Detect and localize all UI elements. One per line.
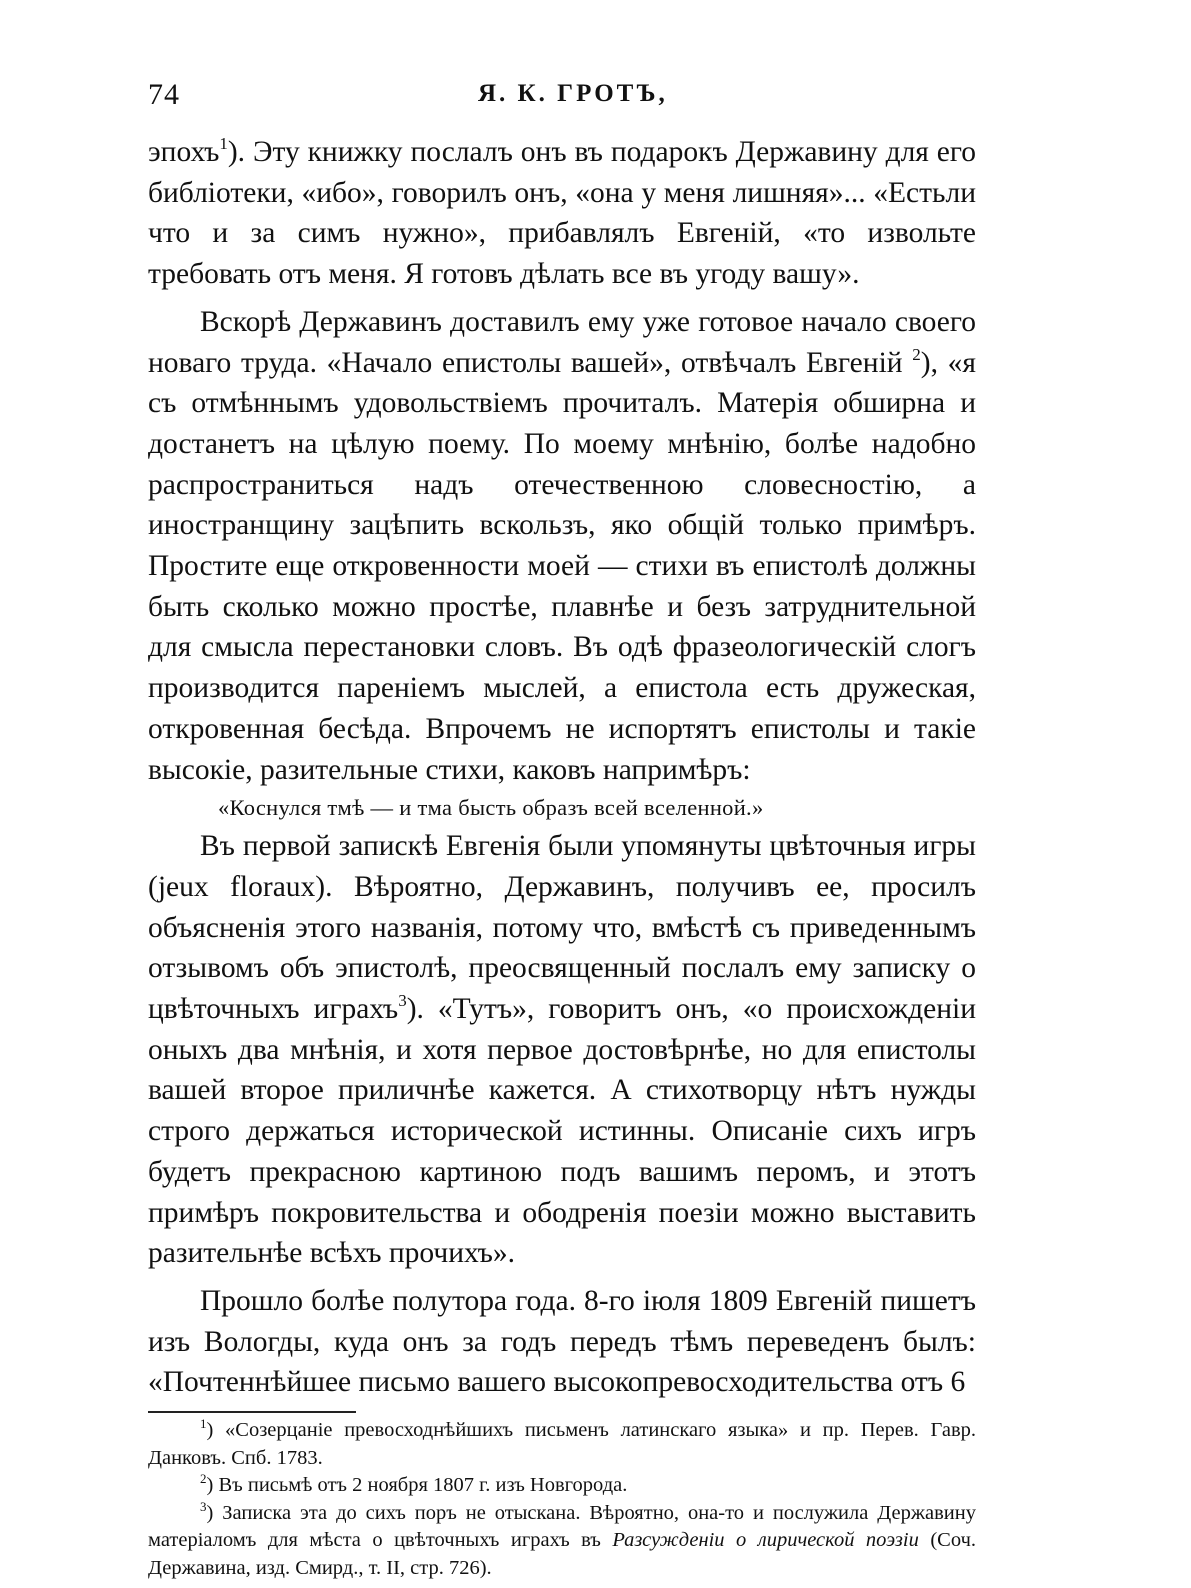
body-text	[148, 132, 976, 1403]
footnote-text: ) «Созерцаніе превосходнѣйшихъ письменъ латинскаго языка» и пр. Перев. Гавр. Данковъ. Спб. 1783.	[148, 1419, 976, 1469]
verse-quote: «Коснулся тмѣ — и тма бысть образъ всей вселенной.»	[218, 795, 764, 821]
paragraph-text: Вскорѣ Державинъ доставилъ ему уже готовое начало своего новаго труда. «Начало епистолы вашей», отвѣчалъ Евгеній	[148, 305, 976, 379]
footnote-marker: 1	[219, 134, 228, 153]
paragraph-text: ). «Тутъ», говоритъ онъ, «о происхожденіи оныхъ два мнѣнія, и хотя первое достовѣрнѣе, но для епистолы вашей второе приличнѣе кажется. А стихотворцу нѣтъ нужды строго держаться исторической истинны. Описаніе сихъ игръ будетъ прекрасною картиною подъ вашимъ перомъ, и этотъ примѣръ покровительства и ободренія поезіи можно выставить разительнѣе всѣхъ прочихъ».	[148, 993, 976, 1270]
footnotes	[148, 1417, 976, 1582]
footnote	[148, 1472, 976, 1500]
footnote-text: ) Въ письмѣ отъ 2 ноября 1807 г. изъ Новгорода.	[206, 1474, 628, 1497]
paragraph-text: эпохъ	[148, 136, 220, 168]
paragraph-text: Прошло болѣе полутора года. 8-го іюля 1809 Евгеній пишетъ изъ Вологды, куда онъ за годъ передъ тѣмъ переведенъ былъ: «Почтеннѣйшее письмо вашего высокопревосходительства отъ 6	[148, 1284, 976, 1399]
page-number: 74	[148, 78, 180, 111]
italic-title: Разсужденіи о лирической поэзіи	[612, 1529, 919, 1552]
paragraph	[148, 826, 976, 1274]
footnote	[148, 1417, 976, 1472]
book-page	[148, 70, 977, 1579]
paragraph	[148, 1281, 976, 1403]
footnote	[148, 1500, 976, 1583]
paragraph	[148, 302, 976, 790]
page-header	[148, 70, 976, 120]
footnote-marker: 3	[200, 1498, 207, 1514]
footnote-marker: 3	[398, 991, 407, 1011]
footnote-text: ) Записка эта до сихъ поръ не отыскана. Вѣроятно, она-то и послужила Державину матеріаломъ для мѣста о цвѣточныхъ играхъ въ	[148, 1501, 976, 1552]
footnote-marker: 1	[200, 1416, 207, 1432]
footnote-text: (Соч. Державина, изд. Смирд., т. II, стр. 726).	[148, 1529, 977, 1579]
footnote-marker: 2	[912, 344, 921, 364]
paragraph-text: Въ первой запискѣ Евгенія были упомянуты цвѣточныя игры (jeux floraux). Вѣроятно, Державинъ, получивъ ее, просилъ объясненія этого названія, потому что, вмѣстѣ съ приведеннымъ отзывомъ объ эпистолѣ, преосвященный послалъ ему записку о цвѣточныхъ играхъ	[148, 830, 976, 1026]
paragraph-text: ), «я съ отмѣннымъ удовольствіемъ прочиталъ. Матерія обширна и достанетъ на цѣлую поему. По моему мнѣнію, болѣе надобно распространиться надъ отечественною словесностію, а иностранщину зацѣпить вскользъ, яко общій только примѣръ. Простите еще откровенности моей — стихи въ епистолѣ должны быть сколько можно простѣе, плавнѣе и безъ затруднительной для смысла перестановки словъ. Въ одѣ фразеологическій слогъ производится пареніемъ мыслей, а епистола есть дружеская, откровенная бесѣда. Впрочемъ не испортятъ епистолы и такіе высокіе, разительные стихи, каковъ напримѣръ:	[148, 346, 976, 786]
paragraph	[148, 132, 976, 295]
footnote-marker: 2	[200, 1471, 207, 1487]
running-head: Я. К. ГРОТЪ,	[478, 80, 668, 107]
paragraph-text: ). Эту книжку послалъ онъ въ подарокъ Державину для его библіотеки, «ибо», говорилъ онъ, «она у меня лишняя»... «Естьли что и за симъ нужно», прибавлялъ Евгеній, «то извольте требовать отъ меня. Я готовъ дѣлать все въ угоду вашу».	[148, 136, 976, 291]
footnote-divider	[148, 1411, 356, 1413]
